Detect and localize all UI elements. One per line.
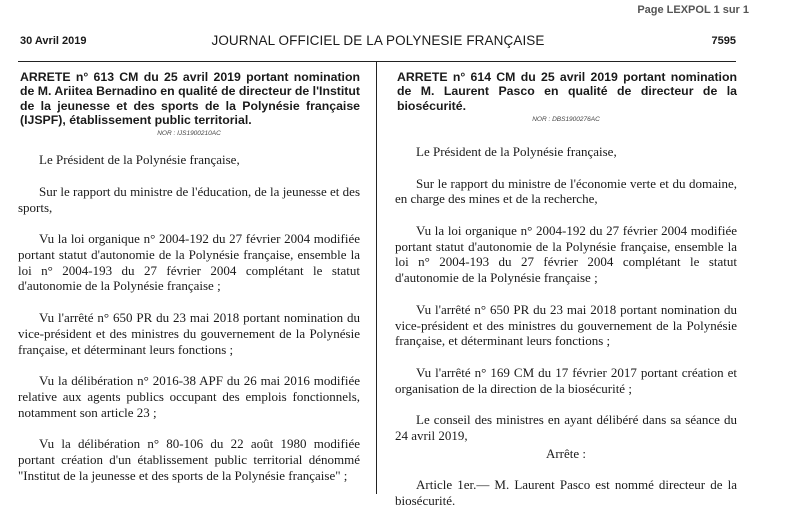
arrete-614-column bbox=[395, 70, 737, 509]
arrete-614-title: ARRETE n° 614 CM du 25 avril 2019 portant nomination de M. Laurent Pasco en qualité de directeur de la biosécurité. bbox=[397, 70, 737, 113]
paragraph-arrete-650: Vu l'arrêté n° 650 PR du 23 mai 2018 portant nomination du vice-président et des ministres du gouvernement de la Polynésie française, et déterminant leurs fonctions ; bbox=[395, 301, 737, 349]
paragraph-president: Le Président de la Polynésie française, bbox=[39, 152, 240, 168]
arrete-614-nor: NOR : DBS1900276AC bbox=[532, 115, 600, 123]
paragraph-arrete-169: Vu l'arrêté n° 169 CM du 17 février 2017 portant création et organisation de la direction de la biosécurité ; bbox=[395, 364, 737, 396]
paragraph-loi-organique: Vu la loi organique n° 2004-192 du 27 février 2004 modifiée portant statut d'autonomie de la Polynésie française, ensemble la loi n° 2004-193 du 27 février 2004 complétant le statut d'autonomie de la Polynésie française ; bbox=[395, 223, 737, 286]
paragraph-president: Le Président de la Polynésie française, bbox=[416, 143, 617, 159]
issue-date: 30 Avril 2019 bbox=[20, 35, 87, 47]
paragraph-rapport: Sur le rapport du ministre de l'éducation, de la jeunesse et des sports, bbox=[18, 183, 360, 215]
journal-title: JOURNAL OFFICIEL DE LA POLYNESIE FRANÇAISE bbox=[211, 33, 545, 48]
arrete-613-nor: NOR : IJS1900210AC bbox=[157, 130, 221, 138]
arrete-heading: Arrête : bbox=[545, 445, 587, 461]
arrete-613-column bbox=[18, 70, 360, 483]
paragraph-conseil: Le conseil des ministres en ayant délibéré dans sa séance du 24 avril 2019, bbox=[395, 412, 737, 444]
paragraph-deliberation-1980: Vu la délibération n° 80-106 du 22 août 1980 modifiée portant création d'un établissement public territorial dénommé "Institut de la jeunesse et des sports de la Polynésie française" ; bbox=[18, 436, 360, 483]
lexpol-page-indicator: Page LEXPOL 1 sur 1 bbox=[637, 4, 749, 16]
header-rule bbox=[18, 61, 736, 62]
column-divider bbox=[376, 61, 377, 494]
paragraph-arrete-650: Vu l'arrêté n° 650 PR du 23 mai 2018 portant nomination du vice-président et des ministres du gouvernement de la Polynésie française, et déterminant leurs fonctions ; bbox=[18, 310, 360, 357]
arrete-613-title: ARRETE n° 613 CM du 25 avril 2019 portant nomination de M. Ariitea Bernadino en qualité de directeur de l'Institut de la jeunesse et des sports de la Polynésie française (IJSPF), établissement public territorial. bbox=[20, 70, 361, 127]
paragraph-article-1: Article 1er.— M. Laurent Pasco est nommé directeur de la biosécurité. bbox=[395, 477, 737, 509]
paragraph-rapport: Sur le rapport du ministre de l'économie verte et du domaine, en charge des mines et de la recherche, bbox=[395, 175, 737, 207]
journal-header bbox=[20, 33, 736, 49]
paragraph-loi-organique: Vu la loi organique n° 2004-192 du 27 février 2004 modifiée portant statut d'autonomie de la Polynésie française, ensemble la loi n° 2004-193 du 27 février 2004 complétant le statut d'autonomie de la Polynésie française ; bbox=[18, 231, 360, 294]
page-number: 7595 bbox=[711, 35, 736, 47]
paragraph-deliberation-2016: Vu la délibération n° 2016-38 APF du 26 mai 2016 modifiée relative aux agents publics occupant des emplois fonctionnels, notamment son article 23 ; bbox=[18, 373, 360, 420]
